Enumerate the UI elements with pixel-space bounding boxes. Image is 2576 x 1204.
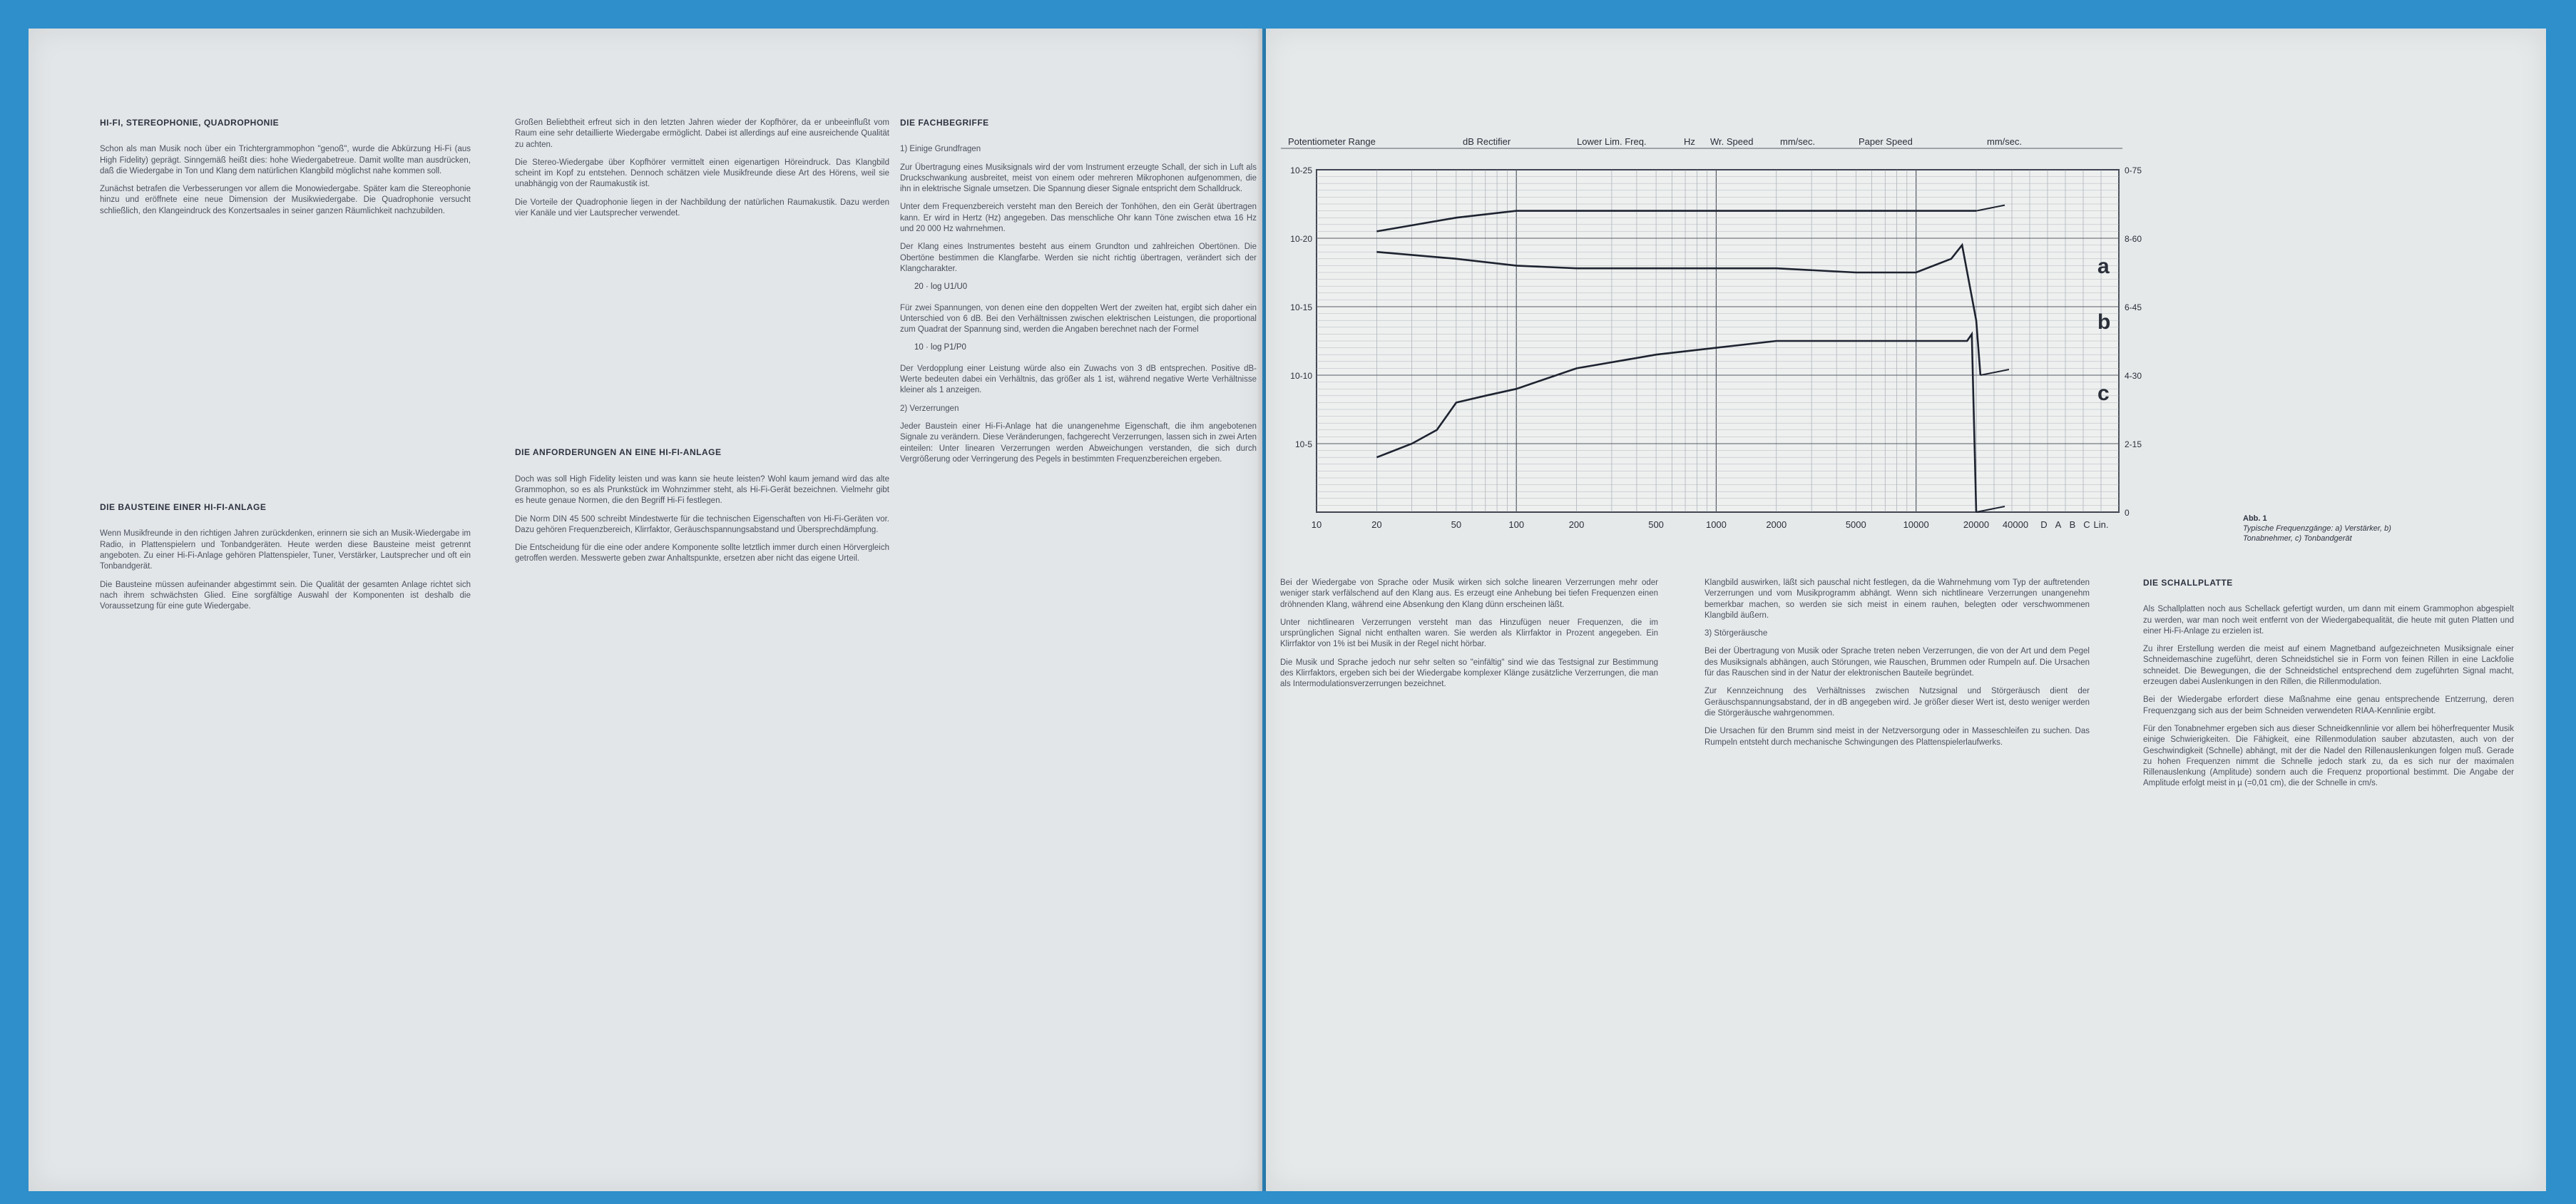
subheading: 1) Einige Grundfragen xyxy=(900,145,981,154)
y-left-tick-label: 10-25 xyxy=(1290,165,1312,175)
formula-voltage: 20 · log U1/U0 xyxy=(914,282,968,292)
x-tick-label: 10 xyxy=(1311,519,1322,530)
paragraph: Die Stereo-Wiedergabe über Kopfhörer vermittelt einen eigenartigen Höreindruck. Das Klangbild scheint im Kopf zu entstehen. Dennoch schätzen viele Musikfreunde diese Art des Hörens, weil sie unabhängig von der Raumakustik ist. xyxy=(515,158,889,189)
y-left-tick-label: 10-15 xyxy=(1290,302,1312,312)
heading-schallplatte: DIE SCHALLPLATTE xyxy=(2143,578,2233,588)
chart-header-label: Paper Speed xyxy=(1859,136,1913,147)
middle-column xyxy=(900,118,1257,472)
paragraph: Für den Tonabnehmer ergeben sich aus dieser Schneidkennlinie vor allem bei höherfrequenter Musik einige Schwierigkeiten. Die Fähigkeit, eine Rillenmodulation sauber abzutasten, auch von der Geschwindigkeit (Schnelle) abhängt, mit der die Nadel den Rillenauslenkungen folgen muß. Gerade zu hohen Frequenzen nimmt die Schnelle jedoch stark zu, da es sich nur der maximalen Rillenauslenkung (Amplitude) sondern auch die Frequenz proportional bestimmt. Die Angabe der Amplitude erfolgt meist in µ (=0,01 cm), die der Schnelle in cm/s. xyxy=(2143,724,2514,788)
paragraph: Zur Kennzeichnung des Verhältnisses zwischen Nutzsignal und Störgeräusch dient der Geräuschspannungsabstand, der in dB angegeben wird. Je größer dieser Wert ist, desto weniger werden die Störgeräusche wahrgenommen. xyxy=(1704,687,2090,718)
paragraph: Schon als man Musik noch über ein Trichtergrammophon "genoß", wurde die Abkürzung Hi-Fi (aus High Fidelity) geprägt. Sinngemäß heißt dies: hohe Wiedergabetreue. Damit wollte man ausdrücken, daß die Wiedergabe in Ton und Klang dem natürlichen Klangbild möglichst nahe kommen soll. xyxy=(100,145,471,175)
x-tick-label: 1000 xyxy=(1705,519,1727,530)
x-tick-label: 100 xyxy=(1508,519,1525,530)
x-tick-label: 5000 xyxy=(1845,519,1866,530)
x-tick-label: 20 xyxy=(1371,519,1382,530)
heading-hifi: HI-FI, STEREOPHONIE, QUADROPHONIE xyxy=(100,118,280,128)
series-label-b: b xyxy=(2097,310,2111,334)
paragraph: Jeder Baustein einer Hi-Fi-Anlage hat die unangenehme Eigenschaft, die ihm angebotenen Signale zu verändern. Diese Veränderungen, fachgerecht Verzerrungen, lassen sich in zwei Arten einteilen: Unter linearen Verzerrungen werden Abweichungen verstanden, die sich durch Vergrößerung oder Verringerung des Pegels in bestimmten Frequenzbereichen ergeben. xyxy=(900,422,1257,464)
paragraph: Die Vorteile der Quadrophonie liegen in der Nachbildung der natürlichen Raumakustik. Dazu werden vier Kanäle und vier Lautsprecher verwendet. xyxy=(515,198,889,218)
chart-header-label: Potentiometer Range xyxy=(1288,136,1376,147)
y-right-tick-label: 8-60 xyxy=(2125,234,2142,244)
paragraph: Bei der Übertragung von Musik oder Sprache treten neben Verzerrungen, die von der Art und dem Pegel des Musiksignals abhängen, auch Störungen, wie Rauschen, Brummen oder Rumpeln auf. Die Ursachen für das Rauschen sind in der Natur der elektronischen Bauteile begründet. xyxy=(1704,647,2090,678)
series-label-a: a xyxy=(2097,255,2110,278)
left-page xyxy=(29,29,1262,1191)
paragraph: Unter nichtlinearen Verzerrungen versteht man das Hinzufügen neuer Frequenzen, die im ursprünglichen Signal nicht enthalten waren. Sie werden als Klirrfaktor in Prozent angegeben. Ein Klirrfaktor von 1% ist bei Musik in der Regel nicht hörbar. xyxy=(1280,618,1658,649)
right-column-2 xyxy=(1704,578,2090,755)
formula-power: 10 · log P1/P0 xyxy=(914,343,966,352)
x-tick-label: 10000 xyxy=(1903,519,1929,530)
paragraph: Bei der Wiedergabe von Sprache oder Musik wirken sich solche linearen Verzerrungen mehr oder weniger stark verfälschend auf den Klang aus. Es erzeugt eine Anhebung bei tiefen Frequenzen einen dröhnenden Klang, während eine Absenkung den Klang dünn erscheinen läßt. xyxy=(1280,578,1658,609)
y-right-tick-label: 6-45 xyxy=(2125,302,2142,312)
chart-header-label: Lower Lim. Freq. xyxy=(1577,136,1647,147)
x-tick-label: Lin. xyxy=(2093,519,2109,530)
x-tick-label: A xyxy=(2055,519,2062,530)
paragraph: Doch was soll High Fidelity leisten und was kann sie heute leisten? Wohl kaum jemand wird das alte Grammophon, so es als Prunkstück im Wohnzimmer steht, als Hi-Fi-Gerät bezeichnen. Vielmehr gibt es heute genaue Normen, die den Begriff Hi-Fi festlegen. xyxy=(515,474,889,506)
paragraph: Die Entscheidung für die eine oder andere Komponente sollte letztlich immer durch einen Hörvergleich getroffen werden. Messwerte geben zwar Anhaltspunkte, ersetzen aber nicht das eigene Urteil. xyxy=(515,544,889,563)
chart-header-label: Wr. Speed xyxy=(1710,136,1754,147)
heading-fachbegriffe: DIE FACHBEGRIFFE xyxy=(900,118,989,128)
paragraph: Als Schallplatten noch aus Schellack gefertigt wurden, um dann mit einem Grammophon abgespielt zu werden, war man noch weit entfernt von der Wiedergabequalität, die heute mit guten Platten und einer Hi-Fi-Anlage zu erzielen ist. xyxy=(2143,605,2514,636)
series-label-c: c xyxy=(2097,382,2110,405)
left-column-1 xyxy=(100,118,471,619)
x-tick-label: 40000 xyxy=(2002,519,2029,530)
chart-header-label: dB Rectifier xyxy=(1463,136,1511,147)
chart-header-label: mm/sec. xyxy=(1987,136,2023,147)
paragraph: Die Norm DIN 45 500 schreibt Mindestwerte für die technischen Eigenschaften von Hi-Fi-Geräten vor. Dazu gehören Frequenzbereich, Klirrfaktor, Geräuschspannungsabstand und Übersprechdämpfung. xyxy=(515,514,889,534)
paragraph: Für zwei Spannungen, von denen eine den doppelten Wert der zweiten hat, ergibt sich daher ein Unterschied von 6 dB. Bei den Verhältnissen zwischen elektrischen Leistungen, die proportional zum Quadrat der Spannung sind, werden die Angaben berechnet nach der Formel xyxy=(900,303,1257,335)
x-tick-label: 20000 xyxy=(1963,519,1990,530)
y-right-tick-label: 4-30 xyxy=(2125,371,2142,381)
paragraph: Zunächst betrafen die Verbesserungen vor allem die Monowiedergabe. Später kam die Stereophonie hinzu und eröffnete eine neue Dimension der Musikwiedergabe. Die Quadrophonie versucht schließlich, den Klangeindruck des Konzertsaales in seiner ganzen Räumlichkeit nachzubilden. xyxy=(100,185,471,215)
paragraph: Zur Übertragung eines Musiksignals wird der vom Instrument erzeugte Schall, der sich in Luft als Druckschwankung ausbreitet, meist von einem oder mehreren Mikrophonen aufgenommen, die ihn in elektrische Signale umsetzen. Die Spannung dieser Signale entspricht dem Schalldruck. xyxy=(900,163,1257,194)
paragraph: Klangbild auswirken, läßt sich pauschal nicht festlegen, da die Wahrnehmung vom Typ der auftretenden Verzerrungen und vom Musikprogramm abhängt. Wenn sich nichtlineare Verzerrungen unangenehm bemerkbar machen, so werden sie sich meist in einem rauhen, belegten oder verschwommenen Klangbild äußern. xyxy=(1704,578,2090,620)
x-tick-label: C xyxy=(2083,519,2090,530)
paragraph: Großen Beliebtheit erfreut sich in den letzten Jahren wieder der Kopfhörer, da er unbeeinflußt vom Raum eine sehr detaillierte Wiedergabe ermöglicht. Dabei ist allerdings auf eine ausreichende Qualität zu achten. xyxy=(515,118,889,149)
x-tick-label: D xyxy=(2040,519,2048,530)
paragraph: Bei der Wiedergabe erfordert diese Maßnahme eine genau entsprechende Entzerrung, deren Frequenzgang sich aus der beim Schneiden verwendeten RIAA-Kennlinie ergibt. xyxy=(2143,695,2514,715)
chart-svg xyxy=(1274,102,2187,544)
chart-header-label: Hz xyxy=(1684,136,1695,147)
paragraph: Unter dem Frequenzbereich versteht man den Bereich der Tonhöhen, den ein Gerät übertragen kann. Er wird in Hertz (Hz) angegeben. Das menschliche Ohr kann Töne zwischen etwa 16 Hz und 20 000 Hz wahrnehmen. xyxy=(900,203,1257,234)
caption-text: Typische Frequenzgänge: a) Verstärker, b) Tonabnehmer, c) Tonbandgerät xyxy=(2243,524,2391,543)
caption-title: Abb. 1 xyxy=(2243,514,2267,523)
y-left-tick-label: 10-10 xyxy=(1290,371,1312,381)
x-tick-label: B xyxy=(2069,519,2076,530)
x-tick-label: 500 xyxy=(1648,519,1664,530)
y-right-tick-label: 0 xyxy=(2125,508,2130,518)
frequency-response-chart xyxy=(1274,102,2187,544)
paragraph: Die Bausteine müssen aufeinander abgestimmt sein. Die Qualität der gesamten Anlage richtet sich nach ihrem schwächsten Glied. Eine sorgfältige Auswahl der Komponenten ist deshalb die Voraussetzung für eine gute Wiedergabe. xyxy=(100,580,471,611)
heading-anforderungen: DIE ANFORDERUNGEN AN EINE HI-FI-ANLAGE xyxy=(515,447,722,458)
right-column-1 xyxy=(1280,578,1658,698)
paragraph: Wenn Musikfreunde in den richtigen Jahren zurückdenken, erinnern sie sich an Musik-Wiedergabe im Radio, in Plattenspielern und Tonbandgeräten. Heute werden diese Bausteine meist getrennt angeboten. Zu einer Hi-Fi-Anlage gehören Plattenspieler, Tuner, Verstärker, Lautsprecher und oft ein Tonbandgerät. xyxy=(100,529,471,571)
heading-bausteine: DIE BAUSTEINE EINER HI-FI-ANLAGE xyxy=(100,502,267,513)
left-column-2 xyxy=(515,118,889,572)
subheading: 3) Störgeräusche xyxy=(1704,629,1768,638)
paragraph: Die Ursachen für den Brumm sind meist in der Netzversorgung oder in Masseschleifen zu suchen. Das Rumpeln entsteht durch mechanische Schwingungen des Plattenspielerlaufwerks. xyxy=(1704,727,2090,747)
paragraph: Die Musik und Sprache jedoch nur sehr selten so "einfältig" sind wie das Testsignal zur Bestimmung des Klirrfaktors, ergeben sich bei der Wiedergabe komplexer Klänge zusätzliche Verzerrungen, die man als Intermodulationsverzerrungen bezeichnet. xyxy=(1280,658,1658,689)
subheading: 2) Verzerrungen xyxy=(900,404,959,413)
paragraph: Der Klang eines Instrumentes besteht aus einem Grundton und zahlreichen Obertönen. Die Obertöne bestimmen die Klangfarbe. Werden sie nicht richtig übertragen, verändert sich der Klangcharakter. xyxy=(900,243,1257,273)
x-tick-label: 2000 xyxy=(1766,519,1787,530)
right-column-3 xyxy=(2143,578,2514,797)
chart-header-label: mm/sec. xyxy=(1780,136,1816,147)
figure-caption xyxy=(2243,514,2414,544)
y-left-tick-label: 10-5 xyxy=(1294,439,1312,449)
paragraph: Der Verdopplung einer Leistung würde also ein Zuwachs von 3 dB entsprechen. Positive dB-Werte bedeuten dabei ein Verhältnis, das größer als 1 ist, während negative Werte Verhältnisse kleiner als 1 anzeigen. xyxy=(900,364,1257,395)
x-tick-label: 200 xyxy=(1568,519,1585,530)
y-right-tick-label: 0-75 xyxy=(2125,165,2142,175)
y-left-tick-label: 10-20 xyxy=(1290,234,1312,244)
y-right-tick-label: 2-15 xyxy=(2125,439,2142,449)
paragraph: Zu ihrer Erstellung werden die meist auf einem Magnetband aufgezeichneten Musiksignale einer Schneidemaschine zugeführt, deren Schneidstichel sie in Form von feinen Rillen in eine Lackfolie schneidet. Die Bewegungen, die der Schneidstichel entsprechend dem zugeführten Signal macht, erzeugen dabei Auslenkungen in den Rillen, die Rillenmodulation. xyxy=(2143,645,2514,687)
x-tick-label: 50 xyxy=(1451,519,1462,530)
